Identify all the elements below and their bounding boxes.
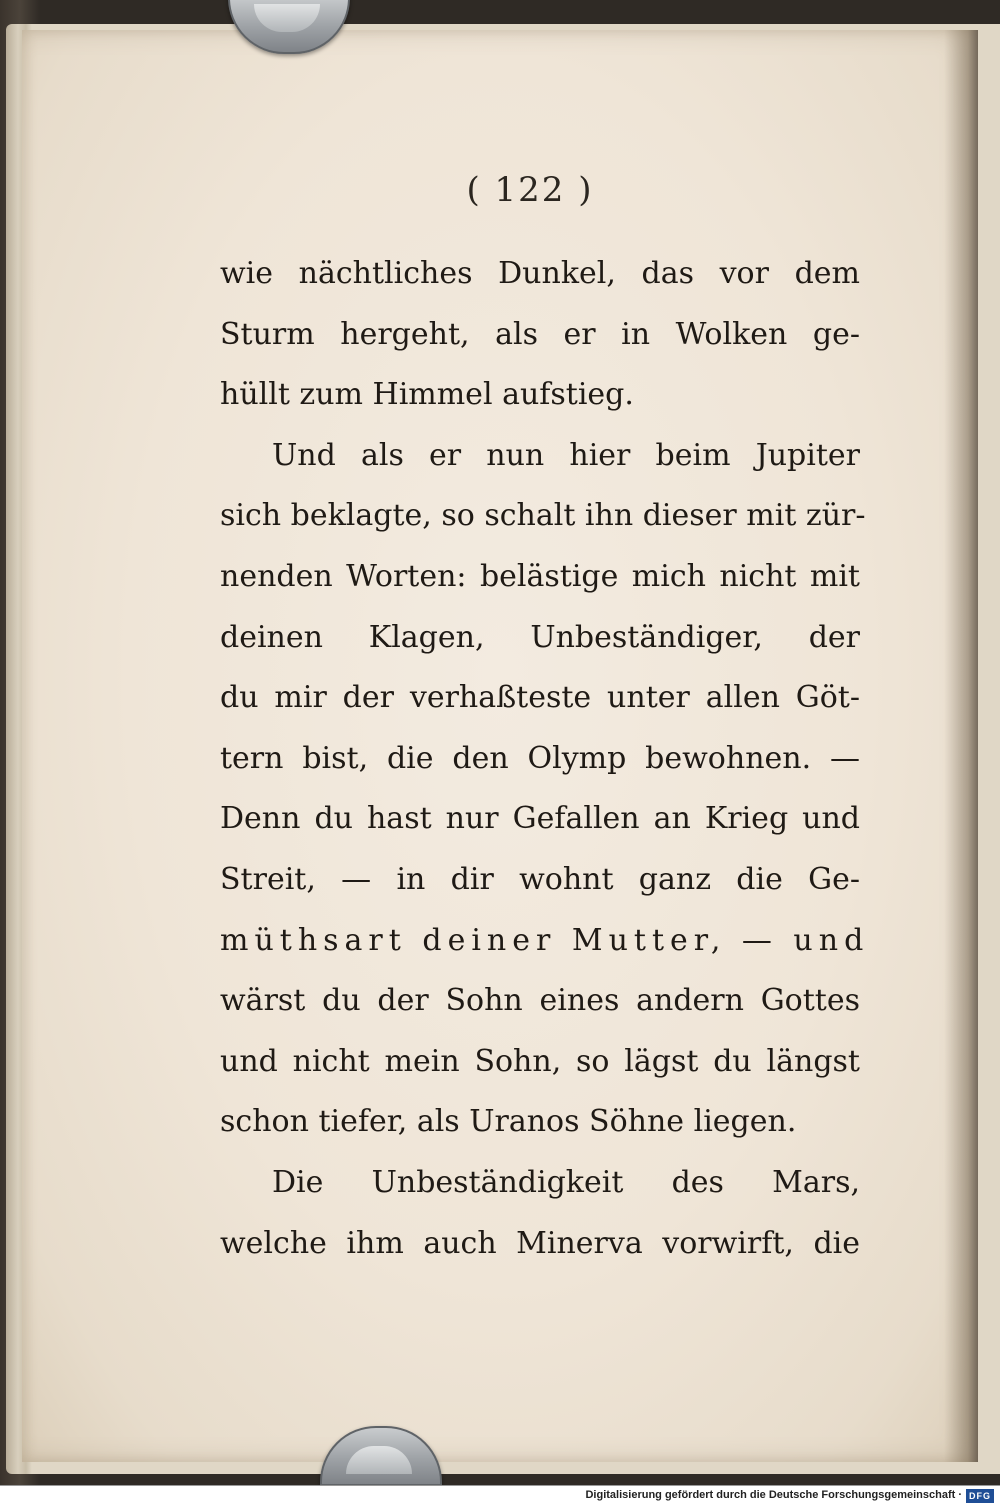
book-page bbox=[22, 30, 978, 1462]
text-line: hüllt zum Himmel aufstieg. bbox=[220, 377, 634, 413]
text-line: Streit, — in dir wohnt ganz die Ge- bbox=[220, 861, 860, 897]
text-line: sich beklagte, so schalt ihn dieser mit zür- bbox=[220, 498, 866, 534]
page-text bbox=[220, 244, 870, 1274]
text-line: wärst du der Sohn eines andern Gottes bbox=[220, 983, 860, 1019]
credit-footer bbox=[0, 1485, 1000, 1507]
text-line: Sturm hergeht, als er in Wolken ge- bbox=[220, 316, 860, 352]
text-line: müthsart deiner Mutter, — und bbox=[220, 922, 870, 958]
text-line: du mir der verhaßteste unter allen Göt- bbox=[220, 680, 860, 716]
text-line: nenden Worten: belästige mich nicht mit bbox=[220, 558, 860, 594]
text-line: Die Unbeständigkeit des Mars, bbox=[272, 1164, 860, 1200]
dfg-logo: DFG bbox=[966, 1489, 994, 1503]
text-line: tern bist, die den Olymp bewohnen. — bbox=[220, 740, 860, 776]
text-line: Und als er nun hier beim Jupiter bbox=[272, 437, 860, 473]
text-line: welche ihm auch Minerva vorwirft, die bbox=[220, 1225, 860, 1261]
funding-credit: Digitalisierung gefördert durch die Deutsche Forschungsgemeinschaft · bbox=[585, 1489, 962, 1501]
text-line: wie nächtliches Dunkel, das vor dem bbox=[220, 256, 860, 291]
text-line: Denn du hast nur Gefallen an Krieg und bbox=[220, 801, 860, 837]
page-number: ( 122 ) bbox=[466, 170, 594, 210]
text-line: deinen Klagen, Unbeständiger, der bbox=[220, 619, 860, 655]
text-line: schon tiefer, als Uranos Söhne liegen. bbox=[220, 1104, 797, 1140]
page-gutter-shadow bbox=[944, 30, 978, 1462]
text-line: und nicht mein Sohn, so lägst du längst bbox=[220, 1043, 860, 1079]
